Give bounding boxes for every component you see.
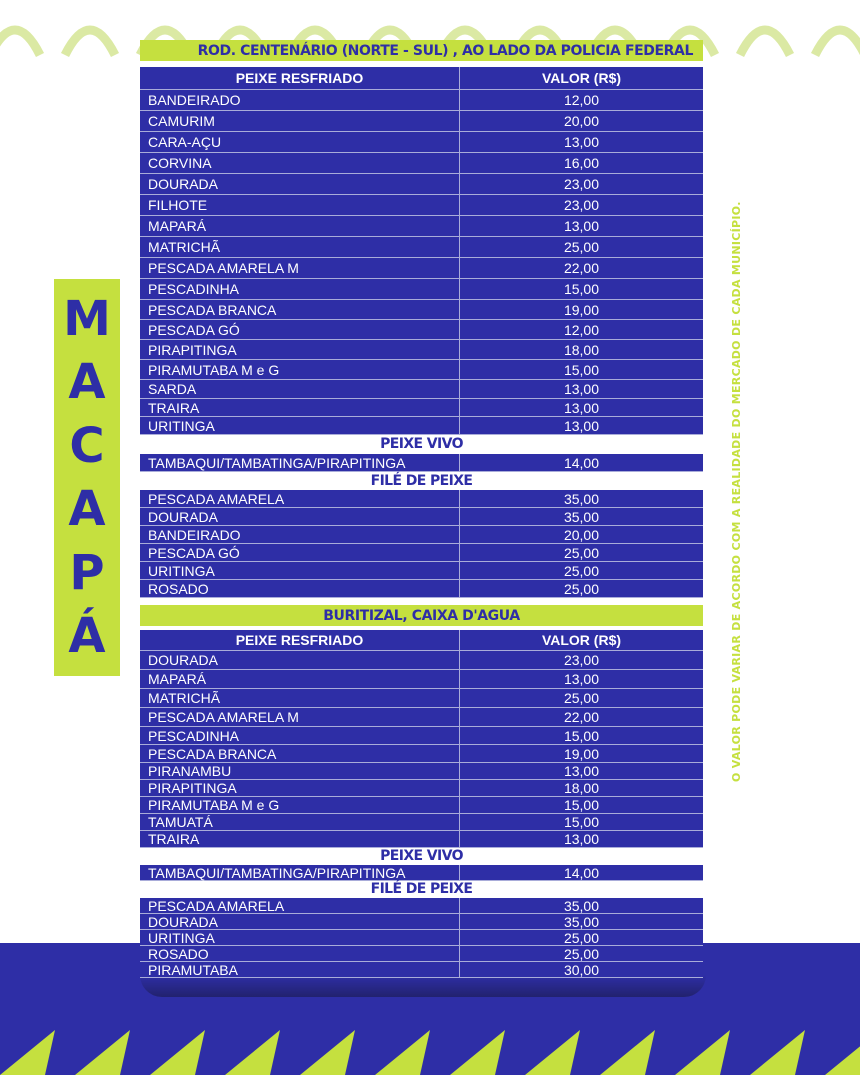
table-row (140, 670, 703, 689)
table-row (140, 258, 703, 279)
fish-price: 18,00 (563, 341, 600, 358)
city-letter: M (63, 290, 111, 347)
fish-price: 22,00 (563, 260, 600, 276)
fish-price: 13,00 (563, 218, 600, 234)
fish-name: MAPARÁ (140, 216, 460, 236)
fish-price: 20,00 (563, 526, 600, 543)
fish-price: 13,00 (563, 671, 600, 687)
fish-price: 15,00 (563, 727, 600, 744)
column-header-price: VALOR (R$) (541, 632, 622, 648)
table-row (140, 831, 703, 848)
fish-name: BANDEIRADO (140, 526, 460, 543)
fish-price: 13,00 (563, 134, 600, 150)
fish-name: FILHOTE (140, 195, 460, 215)
table-row (140, 174, 703, 195)
table-row (140, 195, 703, 216)
fish-price: 25,00 (563, 929, 600, 946)
zigzag-decoration (0, 1015, 860, 1075)
fish-price: 35,00 (563, 897, 600, 914)
location-title: BURITIZAL, CAIXA D'AGUA (140, 605, 703, 626)
table-row (140, 745, 703, 763)
fish-name: URITINGA (140, 930, 460, 945)
fish-price: 12,00 (563, 321, 600, 338)
price-table-rod-centenario (140, 40, 703, 598)
table-row (140, 544, 703, 562)
table-row (140, 90, 703, 111)
fish-price: 13,00 (563, 763, 600, 779)
fish-price: 14,00 (563, 454, 600, 471)
fish-name: CORVINA (140, 153, 460, 173)
table-row (140, 490, 703, 508)
table-row (140, 865, 703, 881)
fish-price: 25,00 (563, 580, 600, 597)
table-row (140, 814, 703, 831)
fish-price: 13,00 (563, 381, 600, 397)
table-shadow-decoration (140, 975, 706, 997)
location-title: ROD. CENTENÁRIO (NORTE - SUL) , AO LADO DA POLICIA FEDERAL (140, 40, 703, 61)
fish-name: TAMBAQUI/TAMBATINGA/PIRAPITINGA (140, 865, 460, 880)
fish-price: 13,00 (563, 417, 600, 434)
city-letter: C (69, 417, 105, 474)
table-row (140, 763, 703, 780)
price-table-buritizal (140, 605, 703, 978)
table-row (140, 780, 703, 797)
fish-price: 19,00 (563, 745, 600, 762)
fish-name: TRAIRA (140, 831, 460, 847)
fish-name: DOURADA (140, 174, 460, 194)
table-row (140, 580, 703, 598)
column-header-fish: PEIXE RESFRIADO (140, 67, 460, 89)
table-row (140, 360, 703, 380)
fish-name: TRAIRA (140, 399, 460, 416)
fish-price: 12,00 (563, 92, 600, 108)
fish-name: PESCADINHA (140, 279, 460, 299)
table-row (140, 526, 703, 544)
fish-price: 35,00 (563, 508, 600, 525)
fish-name: CAMURIM (140, 111, 460, 131)
table-header-row (140, 67, 703, 90)
city-name-bar (54, 279, 120, 676)
city-letter: A (68, 481, 106, 538)
fish-name: PIRAPITINGA (140, 340, 460, 359)
table-row (140, 279, 703, 300)
fish-price: 35,00 (563, 913, 600, 930)
fish-price: 19,00 (563, 301, 600, 318)
city-letter: P (69, 544, 105, 601)
fish-name: PESCADA AMARELA (140, 490, 460, 507)
table-row (140, 562, 703, 580)
fish-price: 15,00 (563, 281, 600, 297)
table-row (140, 898, 703, 914)
column-header-fish: PEIXE RESFRIADO (140, 630, 460, 650)
table-row (140, 300, 703, 320)
table-row (140, 111, 703, 132)
table-row (140, 797, 703, 814)
price-disclaimer: O VALOR PODE VARIAR DE ACORDO COM A REALIDADE DO MERCADO DE CADA MUNICÍPIO. (730, 201, 743, 782)
table-row (140, 380, 703, 399)
fish-name: PESCADA AMARELA (140, 898, 460, 913)
table-row (140, 708, 703, 727)
fish-price: 30,00 (563, 961, 600, 978)
fish-name: PESCADA BRANCA (140, 300, 460, 319)
fish-name: PIRAMUTABA M e G (140, 360, 460, 379)
fish-name: PIRANAMBU (140, 763, 460, 779)
section-heading-live-fish: PEIXE VIVO (140, 848, 703, 865)
section-heading-fillet: FILÉ DE PEIXE (140, 472, 703, 490)
fish-price: 23,00 (563, 652, 600, 668)
fish-name: TAMBAQUI/TAMBATINGA/PIRAPITINGA (140, 454, 460, 471)
table-row (140, 417, 703, 435)
fish-name: PESCADA GÓ (140, 320, 460, 339)
fish-price: 18,00 (563, 780, 600, 796)
fish-price: 13,00 (563, 399, 600, 416)
section-heading-fillet: FILÉ DE PEIXE (140, 881, 703, 898)
section-heading-live-fish: PEIXE VIVO (140, 435, 703, 454)
table-row (140, 930, 703, 946)
fish-name: PESCADA AMARELA M (140, 708, 460, 726)
fish-name: TAMUATÁ (140, 814, 460, 830)
table-row (140, 237, 703, 258)
fish-name: URITINGA (140, 417, 460, 434)
fish-name: MATRICHÃ (140, 237, 460, 257)
fish-name: PIRAMUTABA (140, 962, 460, 977)
fish-price: 22,00 (563, 709, 600, 725)
fish-name: ROSADO (140, 580, 460, 597)
fish-price: 15,00 (563, 361, 600, 378)
fish-price: 15,00 (563, 797, 600, 813)
table-row (140, 132, 703, 153)
fish-name: BANDEIRADO (140, 90, 460, 110)
table-row (140, 508, 703, 526)
fish-name: CARA-AÇU (140, 132, 460, 152)
table-row (140, 651, 703, 670)
fish-price: 23,00 (563, 197, 600, 213)
fish-price: 25,00 (563, 544, 600, 561)
table-row (140, 320, 703, 340)
fish-name: SARDA (140, 380, 460, 398)
city-letter: Á (68, 608, 106, 665)
fish-price: 25,00 (563, 239, 600, 255)
fish-name: PESCADA AMARELA M (140, 258, 460, 278)
fish-price: 20,00 (563, 113, 600, 129)
fish-name: PIRAMUTABA M e G (140, 797, 460, 813)
fish-name: PESCADINHA (140, 727, 460, 744)
fish-name: PESCADA GÓ (140, 544, 460, 561)
fish-price: 35,00 (563, 490, 600, 507)
fish-name: PESCADA BRANCA (140, 745, 460, 762)
column-header-price: VALOR (R$) (541, 70, 622, 86)
fish-name: PIRAPITINGA (140, 780, 460, 796)
fish-price: 14,00 (563, 864, 600, 881)
table-row (140, 727, 703, 745)
table-row (140, 914, 703, 930)
table-row (140, 946, 703, 962)
fish-name: MAPARÁ (140, 670, 460, 688)
fish-name: DOURADA (140, 914, 460, 929)
fish-name: ROSADO (140, 946, 460, 961)
table-header-row (140, 630, 703, 651)
table-row (140, 340, 703, 360)
table-row (140, 153, 703, 174)
table-row (140, 216, 703, 237)
fish-name: MATRICHÃ (140, 689, 460, 707)
fish-price: 25,00 (563, 562, 600, 579)
city-letter: A (68, 354, 106, 411)
fish-price: 16,00 (563, 155, 600, 171)
table-row (140, 689, 703, 708)
fish-name: URITINGA (140, 562, 460, 579)
fish-price: 13,00 (563, 831, 600, 847)
fish-price: 23,00 (563, 176, 600, 192)
fish-price: 25,00 (563, 690, 600, 706)
table-row (140, 399, 703, 417)
table-row (140, 962, 703, 978)
fish-name: DOURADA (140, 508, 460, 525)
fish-price: 25,00 (563, 945, 600, 962)
table-row (140, 454, 703, 472)
fish-name: DOURADA (140, 651, 460, 669)
fish-price: 15,00 (563, 814, 600, 830)
